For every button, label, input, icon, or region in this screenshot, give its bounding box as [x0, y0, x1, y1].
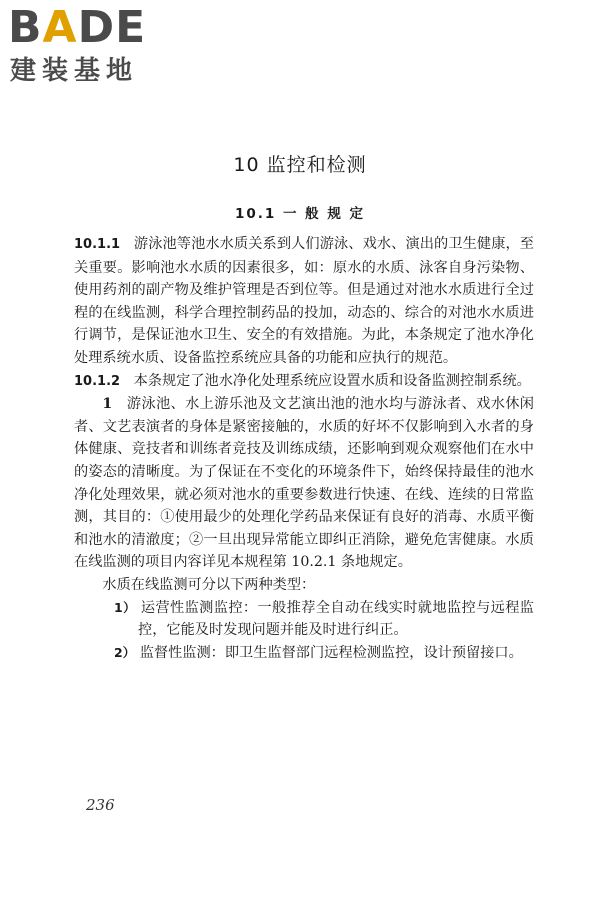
logo-wordmark [8, 4, 146, 52]
logo-letters-de: DE [77, 2, 147, 53]
list-text: 运营性监测监控：一般推荐全自动在线实时就地监控与远程监控，它能及时发现问题并能及时进行纠正。 [138, 599, 534, 639]
clause-number: 10.1.2 [74, 373, 121, 389]
clause-10-1-1 [74, 233, 534, 370]
list-number: 2） [114, 644, 136, 660]
page-number: 236 [86, 796, 115, 814]
logo-letter-a: A [42, 2, 78, 53]
item-number: 1 [102, 396, 113, 413]
logo-subtitle: 建装基地 [10, 56, 139, 86]
clause-text: 本条规定了池水净化处理系统应设置水质和设备监测控制系统。 [133, 372, 531, 389]
logo [8, 4, 178, 86]
page-content [74, 233, 534, 664]
monitoring-type-2 [74, 642, 534, 665]
monitoring-type-1 [74, 597, 534, 642]
list-text: 监督性监测：即卫生监督部门远程检测监控，设计预留接口。 [139, 644, 523, 661]
section-title: 10.1 一 般 规 定 [234, 206, 366, 222]
chapter-title: 10 监控和检测 [233, 154, 367, 176]
item-text: 游泳池、水上游乐池及文艺演出池的池水均与游泳者、戏水休闲者、文艺表演者的身体是紧密接触的，水质的好坏不仅影响到入水者的身体健康、竞技者和训练者竞技及训练成绩，还影响到观众观察他们在水中的姿态的清晰度。为了保证在不变化的环境条件下，始终保持最佳的池水净化处理效果，就必须对池水的重要参数进行快速、在线、连续的日常监测，其目的：①使用最少的处理化学药品来保证有良好的消毒、水质平衡和池水的清澈度；②一旦出现异常能立即纠正消除，避免危害健康。水质在线监测的项目内容详见本规程第 10.2.1 条地规定。 [74, 396, 534, 571]
clause-10-1-2 [74, 370, 534, 394]
monitoring-types-intro: 水质在线监测可分以下两种类型： [102, 576, 316, 593]
clause-item-1 [74, 393, 534, 574]
logo-letter-b: B [8, 2, 43, 53]
clause-number: 10.1.1 [74, 237, 121, 252]
list-number: 1） [114, 599, 136, 615]
clause-text: 游泳池等池水水质关系到人们游泳、戏水、演出的卫生健康，至关重要。影响池水水质的因素很多，如：原水的水质、泳客自身污染物、使用药剂的副产物及维护管理是否到位等。但是通过对池水水质进行全过程的在线监测，科学合理控制药品的投加，动态的、综合的对池水水质进行调节，是保证池水卫生、安全的有效措施。为此，本条规定了池水净化处理系统水质、设备监控系统应具备的功能和应执行的规范。 [74, 236, 534, 366]
